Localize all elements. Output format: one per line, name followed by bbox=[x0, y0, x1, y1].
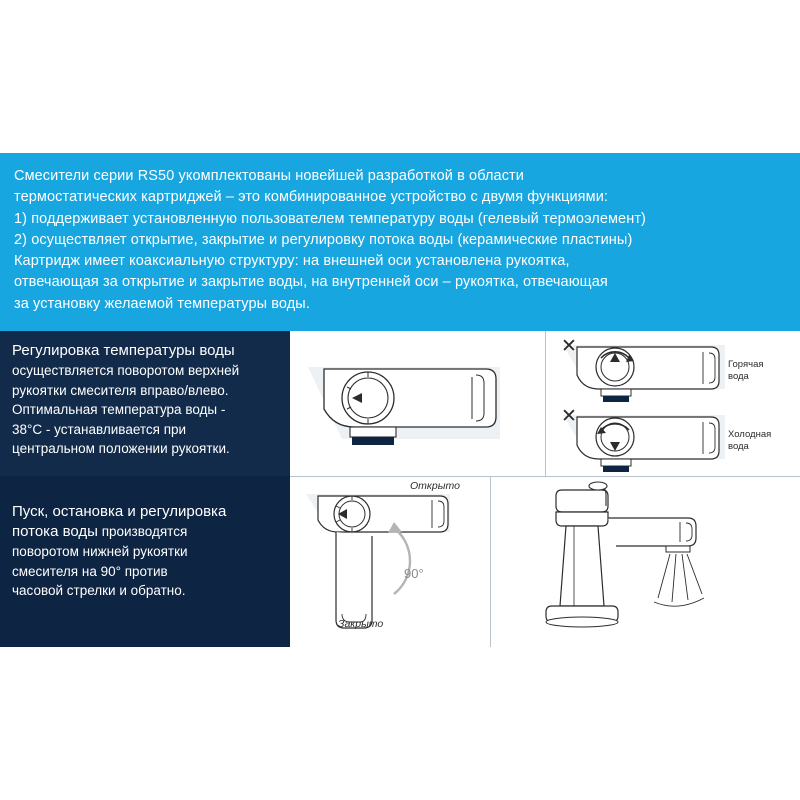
faucet-topview-hotcold-drawing bbox=[545, 331, 800, 476]
flow-body bbox=[12, 542, 278, 601]
label-hot-water-line2: вода bbox=[728, 371, 749, 382]
divider-horizontal bbox=[290, 476, 800, 477]
cross-icon-hot: ✕ bbox=[561, 336, 577, 357]
temperature-body-line-4: 38°С - устанавливается при bbox=[12, 421, 187, 437]
flow-section bbox=[0, 476, 800, 647]
intro-line-2: термостатических картриджей – это комбинированное устройство с двумя функциями: bbox=[14, 189, 609, 206]
label-cold-water-line2: вода bbox=[728, 441, 749, 452]
intro-line-3: 1) поддерживает установленную пользователем температуру воды (гелевый термоэлемент) bbox=[14, 210, 646, 227]
label-closed: Закрыто bbox=[338, 618, 384, 630]
cross-icon-cold: ✕ bbox=[561, 406, 577, 427]
divider-vertical-bot bbox=[490, 476, 491, 647]
content-sheet bbox=[0, 153, 800, 647]
intro-line-4: 2) осуществляет открытие, закрытие и регулировку потока воды (керамические пластины) bbox=[14, 231, 633, 248]
label-cold-water-line1: Холодная bbox=[728, 429, 772, 440]
intro-line-7: за установку желаемой температуры воды. bbox=[14, 295, 310, 312]
temperature-body bbox=[12, 361, 278, 459]
flow-body-line-1: поворотом нижней рукоятки bbox=[12, 544, 188, 559]
flow-heading-line1: Пуск, остановка и регулировка bbox=[12, 503, 227, 520]
temperature-body-line-5: центральном положении рукоятки. bbox=[12, 441, 230, 457]
intro-line-1: Смесители серии RS50 укомплектованы новейшей разработкой в области bbox=[14, 168, 524, 184]
faucet-topview-center-drawing bbox=[290, 331, 545, 476]
flow-illustration-faucet bbox=[490, 476, 800, 647]
flow-heading-line2-row bbox=[12, 522, 278, 542]
flow-heading-line2: потока воды bbox=[12, 523, 98, 540]
flow-body-line-3: часовой стрелки и обратно. bbox=[12, 583, 186, 599]
temperature-text-panel bbox=[0, 331, 290, 476]
label-angle-90: 90° bbox=[404, 566, 424, 581]
temperature-illustration-center bbox=[290, 331, 545, 476]
faucet-rotation-drawing bbox=[290, 476, 490, 647]
flow-body-line-2: смесителя на 90° против bbox=[12, 563, 168, 579]
temperature-heading: Регулировка температуры воды bbox=[12, 342, 235, 359]
temperature-body-line-2: рукоятки смесителя вправо/влево. bbox=[12, 382, 229, 398]
flow-text-panel bbox=[0, 476, 290, 647]
flow-body-inline: производятся bbox=[97, 524, 188, 539]
temperature-illustration-hotcold bbox=[545, 331, 800, 476]
intro-text-panel bbox=[0, 153, 800, 331]
divider-vertical-mid bbox=[545, 331, 546, 476]
temperature-body-line-1: осуществляется поворотом верхней bbox=[12, 363, 240, 378]
intro-line-6: отвечающая за открытие и закрытие воды, на внутренней оси – рукоятка, отвечающая bbox=[14, 274, 608, 291]
label-open: Открыто bbox=[410, 480, 460, 492]
temperature-body-line-3: Оптимальная температура воды - bbox=[12, 402, 226, 418]
label-hot-water-line1: Горячая bbox=[728, 359, 764, 370]
temperature-section bbox=[0, 331, 800, 476]
flow-illustration-rotation bbox=[290, 476, 490, 647]
faucet-perspective-drawing bbox=[490, 476, 800, 647]
intro-line-5: Картридж имеет коаксиальную структуру: на внешней оси установлена рукоятка, bbox=[14, 253, 570, 270]
